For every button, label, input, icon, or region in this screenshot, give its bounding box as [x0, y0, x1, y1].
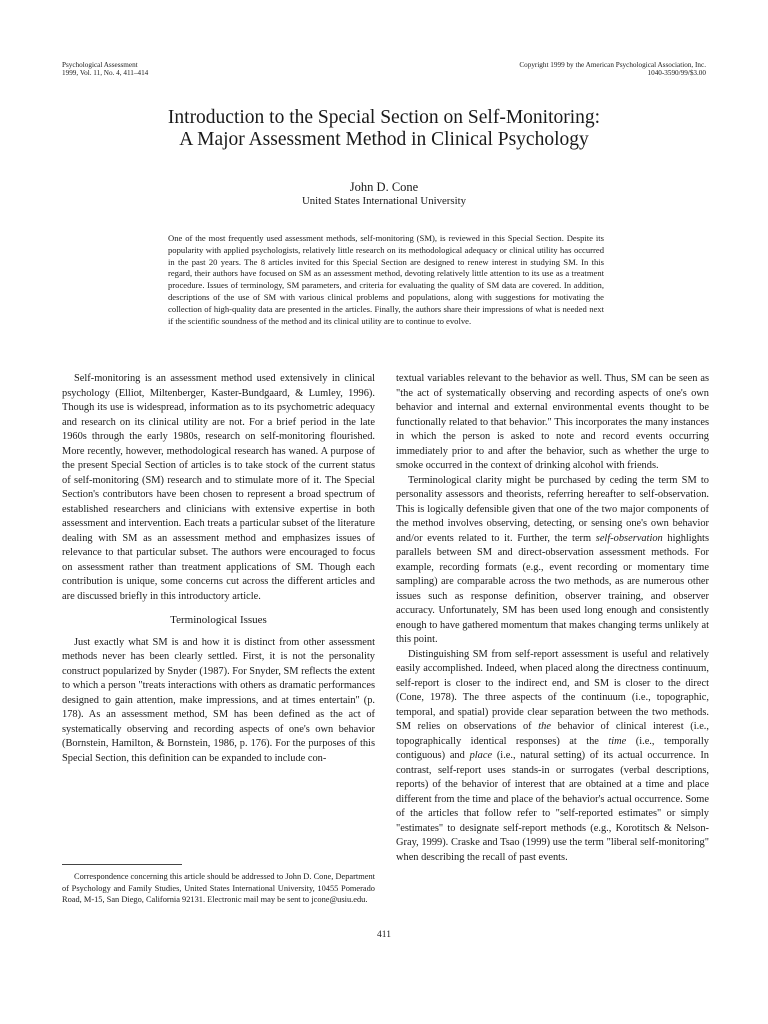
body-paragraph: Just exactly what SM is and how it is distinct from other assessment methods never has been clearly settled. First, it is not the personality construct popularized by Snyder (1987). For Snyder, SM reflects the extent to which a person "treats interactions with others as dramatic performances designed to gain attention, make impressions, and at times entertain" (p. 178). As an assessment method, SM has been defined as the act of systematically observing and recording aspects of one's own behavior (Bornstein, Hamilton, & Bornstein, 1986, p. 176). For the purposes of this Special Section, this definition can be expanded to include con-	[62, 636, 375, 764]
footnote-divider	[62, 864, 182, 865]
footnote	[62, 871, 375, 906]
journal-name: Psychological Assessment	[62, 61, 138, 69]
emphasis: the	[538, 721, 551, 732]
title-line-1: Introduction to the Special Section on Self-Monitoring:	[167, 107, 601, 128]
author-name: John D. Cone	[349, 180, 419, 194]
copyright-notice: Copyright 1999 by the American Psychological Association, Inc.	[519, 61, 706, 69]
emphasis: time	[608, 735, 627, 747]
emphasis: self-observation	[595, 532, 663, 544]
emphasis: place	[469, 750, 493, 761]
body-paragraph: textual variables relevant to the behavior as well. Thus, SM can be seen as "the act of systematically observing and recording aspects of one's own behavior and internal and external environmental events thought to be functionally related to that behavior." This incorporates the many instances in which the person is asked to note and record events occurring immediately prior to and after the behavior, such as whether the urge to smoke occurred in the context of drinking alcohol with friends.	[396, 373, 709, 471]
issn-code: 1040-3590/99/$3.00	[647, 69, 706, 77]
correspondence-note: Correspondence concerning this article should be addressed to John D. Cone, Department of Psychology and Family Studies, United States International University, 10455 Pomerado Road, M-15, San Diego, California 92131. Electronic mail may be sent to jcone@usiu.edu.	[62, 872, 375, 904]
running-header-right	[519, 61, 706, 77]
intro-paragraph: Self-monitoring is an assessment method used extensively in clinical psychology (Elliot, Miltenberger, Kaster-Bundgaard, & Lumley, 1996). Though its use is widespread, information as to its psychometric adequacy and research on its clinical utility are not. For a brief period in the late 1960s through the early 1980s, research on self-monitoring flourished. More recently, however, methodological research has waned. A purpose of the present Special Section of articles is to take stock of the current status of self-monitoring (SM) research and to stimulate more of it. The Special Section's contributors have been chosen to represent a broad spectrum of established researchers and clinicians with extensive expertise in both assessment and intervention. Each treats a particular subset of the literature dealing with SM as an assessment method and emphasizes issues of relevance to that particular subset. The authors were encouraged to focus on assessment rather than treatment applications of SM. Though each contribution is unique, some concerns cut across the different articles and are discussed briefly in this introductory article.	[62, 373, 375, 602]
journal-citation: 1999, Vol. 11, No. 4, 411–414	[62, 69, 149, 77]
author-affiliation: United States International University	[301, 195, 466, 207]
body-paragraph: Terminological clarity might be purchased by ceding the term SM to personality assessors and theorists, referring hereafter to self-observation. This is logically defensible given that one of the two major components of the method involves observing, detecting, or sensing one's own behavior and/or events related to it. Further, the term self-observation highlights parallels between SM and direct-observation assessment methods. For example, recording formats (e.g., event recording or momentary time sampling) are comparable across the two methods, as are numerous other issues such as response definition, observer training, and observer accuracy. Unfortunately, SM has been used long enough and consistently enough to have gathered momentum that makes changing terms unlikely at this point.	[396, 474, 709, 645]
running-header-left	[62, 61, 148, 77]
left-column	[62, 372, 375, 766]
body-paragraph: Distinguishing SM from self-report assessment is useful and relatively easily accomplished. Indeed, when placed along the directness continuum, self-report is closer to the indirect end, and SM is closer to the direct (Cone, 1978). The three aspects of the continuum (i.e., topographic, temporal, and spatial) provide clear separation between the two methods. SM relies on observations of the behavior of clinical interest (i.e., topographically identical responses) at the time (i.e., temporally contiguous) and place (i.e., natural setting) of its actual occurrence. In contrast, self-report uses stands-in or surrogates (verbal descriptions, reports) of the behavior of interest that are obtained at a time and place different from the time and place of the behavior's actual occurrence. Some of the articles that follow refer to "self-reported estimates" or simply "estimates" to designate self-report methods (e.g., Korotitsch & Nelson-Gray, 1999). Craske and Tsao (1999) use the term "liberal self-monitoring" when describing the recall of past events.	[396, 648, 709, 863]
title-line-2: A Major Assessment Method in Clinical Psychology	[179, 129, 589, 150]
section-heading: Terminological Issues	[170, 614, 267, 626]
right-column	[396, 372, 709, 865]
page-number: 411	[377, 930, 391, 940]
article-title	[0, 107, 768, 151]
abstract: One of the most frequently used assessment methods, self-monitoring (SM), is reviewed in this Special Section. Despite its popularity with applied psychologists, relatively little research on its methodological adequacy or clinical utility has occurred in the past 20 years. The 8 articles invited for this Special Section are designed to renew interest in studying SM. In this regard, their authors have focused on SM as an assessment method, devoting relatively little attention to its use as a treatment procedure. Issues of terminology, SM parameters, and criteria for evaluating the quality of SM data are covered. In addition, descriptions of the use of SM with various clinical problems and populations, along with suggestions for motivating the collection of high-quality data are presented in the articles. Finally, the authors share their impressions of what is needed next if the scientific soundness of the method and its clinical utility are to continue to evolve.	[168, 233, 604, 326]
